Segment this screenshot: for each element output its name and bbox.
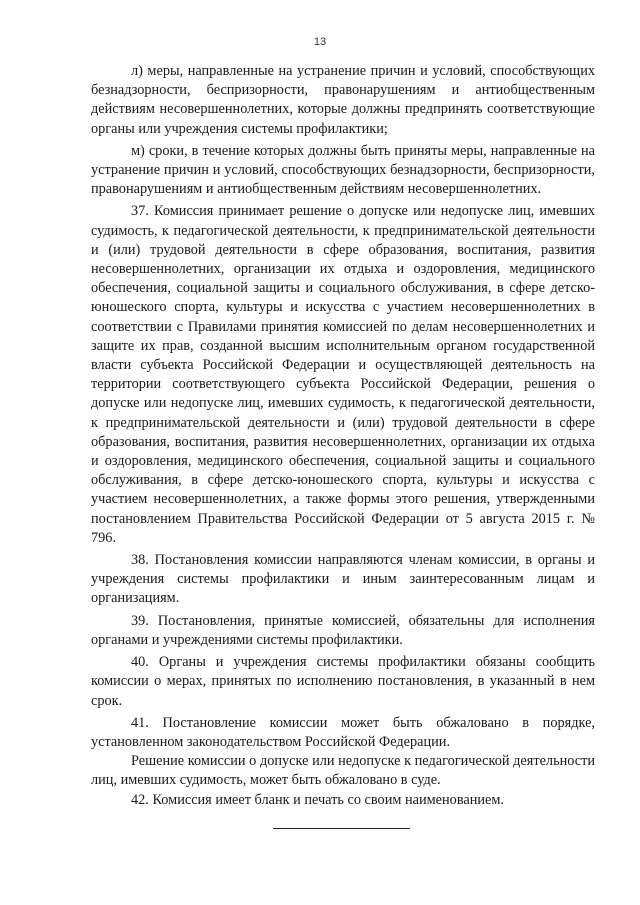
paragraph-39: 39. Постановления, принятые комиссией, обязательны для исполнения органами и учреждениями системы профилактики.	[91, 612, 595, 648]
paragraph-l-measures: л) меры, направленные на устранение причин и условий, способствующих безнадзорности, беспризорности, правонарушениям и антиобщественным действиям несовершеннолетних, которые должны предпринять соответствующие органы или учреждения системы профилактики;	[91, 63, 595, 137]
paragraph-m-deadlines: м) сроки, в течение которых должны быть приняты меры, направленные на устранение причин и условий, способствующих безнадзорности, беспризорности, правонарушениям и антиобщественным действиям несовершеннолетних.	[91, 142, 595, 198]
paragraph-41-appeal: Решение комиссии о допуске или недопуске к педагогической деятельности лиц, имевших судимость, может быть обжаловано в суде.	[91, 753, 595, 789]
paragraph-41: 41. Постановление комиссии может быть обжаловано в порядке, установленном законодательством Российской Федерации.	[91, 714, 595, 750]
document-body	[91, 62, 595, 813]
paragraph-37: 37. Комиссия принимает решение о допуске или недопуске лиц, имевших судимость, к педагогической деятельности, к предпринимательской деятельности и (или) трудовой деятельности в сфере образования, воспитания, развития несовершеннолетних, организации их отдыха и оздоровления, медицинского обеспечения, социальной защиты и социального обслуживания, в сфере детско-юношеского спорта, культуры и искусства с участием несовершеннолетних в соответствии с Правилами принятия комиссией по делам несовершеннолетних и защите их прав, созданной высшим исполнительным органом государственной власти субъекта Российской Федерации и осуществляющей деятельность на территории соответствующего субъекта Российской Федерации, решения о допуске или недопуске лиц, имевших судимость, к педагогической деятельности, к предпринимательской деятельности и (или) трудовой деятельности в сфере образования, воспитания, развития несовершеннолетних, организации их отдыха и оздоровления, медицинского обеспечения, социальной защиты и социального обслуживания, в сфере детско-юношеского спорта, культуры и искусства с участием несовершеннолетних, а также формы этого решения, утвержденными постановлением Правительства Российской Федерации от 5 августа 2015 г. № 796.	[91, 203, 595, 546]
paragraph-40: 40. Органы и учреждения системы профилактики обязаны сообщить комиссии о мерах, принятых по исполнению постановления, в указанный в нем срок.	[91, 654, 595, 709]
page-number: 13	[313, 36, 327, 48]
paragraph-42: 42. Комиссия имеет бланк и печать со своим наименованием.	[131, 791, 504, 808]
end-divider-line	[273, 828, 410, 829]
paragraph-38: 38. Постановления комиссии направляются членам комиссии, в органы и учреждения системы профилактики и иным заинтересованным лицам и организациям.	[91, 552, 595, 607]
